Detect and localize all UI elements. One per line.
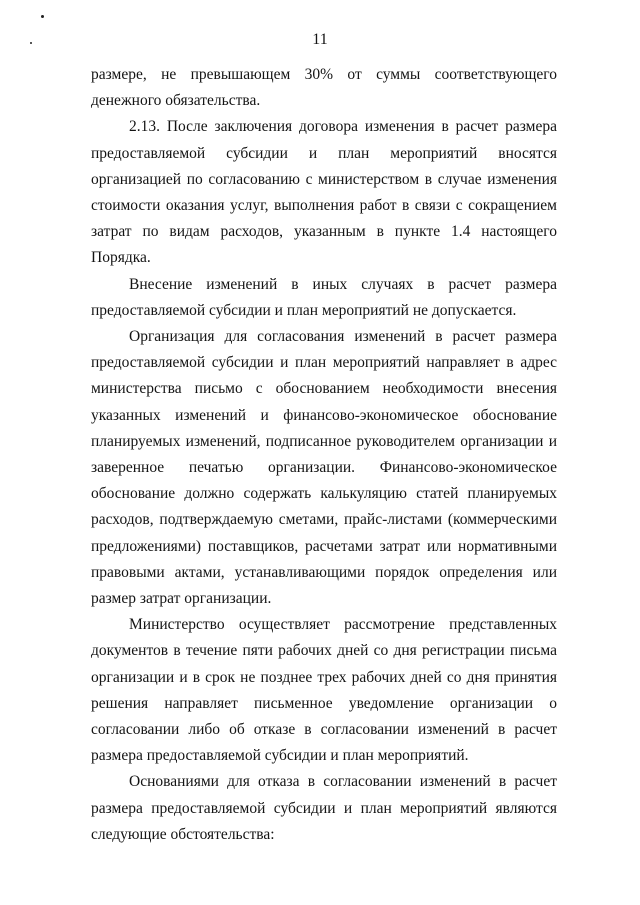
paragraph-ministry-review: Министерство осуществляет рассмотрение представленных документов в течение пяти рабочих дней со дня регистрации письма организации и в срок не позднее трех рабочих дней со дня принятия решения направляет письменное уведомление организации о согласовании либо об отказе в согласовании изменений в расчет размера предоставляемой субсидии и план мероприятий. — [91, 616, 557, 765]
paragraph-refusal-grounds: Основаниями для отказа в согласовании изменений в расчет размера предоставляемой субсидии и план мероприятий являются следующие обстоятельства: — [91, 773, 557, 843]
document-body — [91, 62, 557, 848]
paragraph-other-changes: Внесение изменений в иных случаях в расчет размера предоставляемой субсидии и план мероприятий не допускается. — [91, 275, 557, 319]
paragraph-continuation: размере, не превышающем 30% от суммы соответствующего денежного обязательства. — [91, 66, 557, 110]
scan-speck — [41, 15, 44, 18]
paragraph-2-13: 2.13. После заключения договора изменения в расчет размера предоставляемой субсидии и план мероприятий вносятся организацией по согласованию с министерством в случае изменения стоимости оказания услуг, выполнения работ в связи с сокращением затрат по видам расходов, указанным в пункте 1.4 настоящего Порядка. — [91, 118, 557, 267]
page-number: 11 — [312, 31, 328, 48]
paragraph-organization-request: Организация для согласования изменений в расчет размера предоставляемой субсидии и план мероприятий направляет в адрес министерства письмо с обоснованием необходимости внесения указанных изменений и финансово-экономическое обоснование планируемых изменений, подписанное руководителем организации и заверенное печатью организации. Финансово-экономическое обоснование должно содержать калькуляцию статей планируемых расходов, подтверждаемую сметами, прайс-листами (коммерческими предложениями) поставщиков, расчетами затрат или нормативными правовыми актами, устанавливающими порядок определения или размер затрат организации. — [91, 328, 557, 608]
